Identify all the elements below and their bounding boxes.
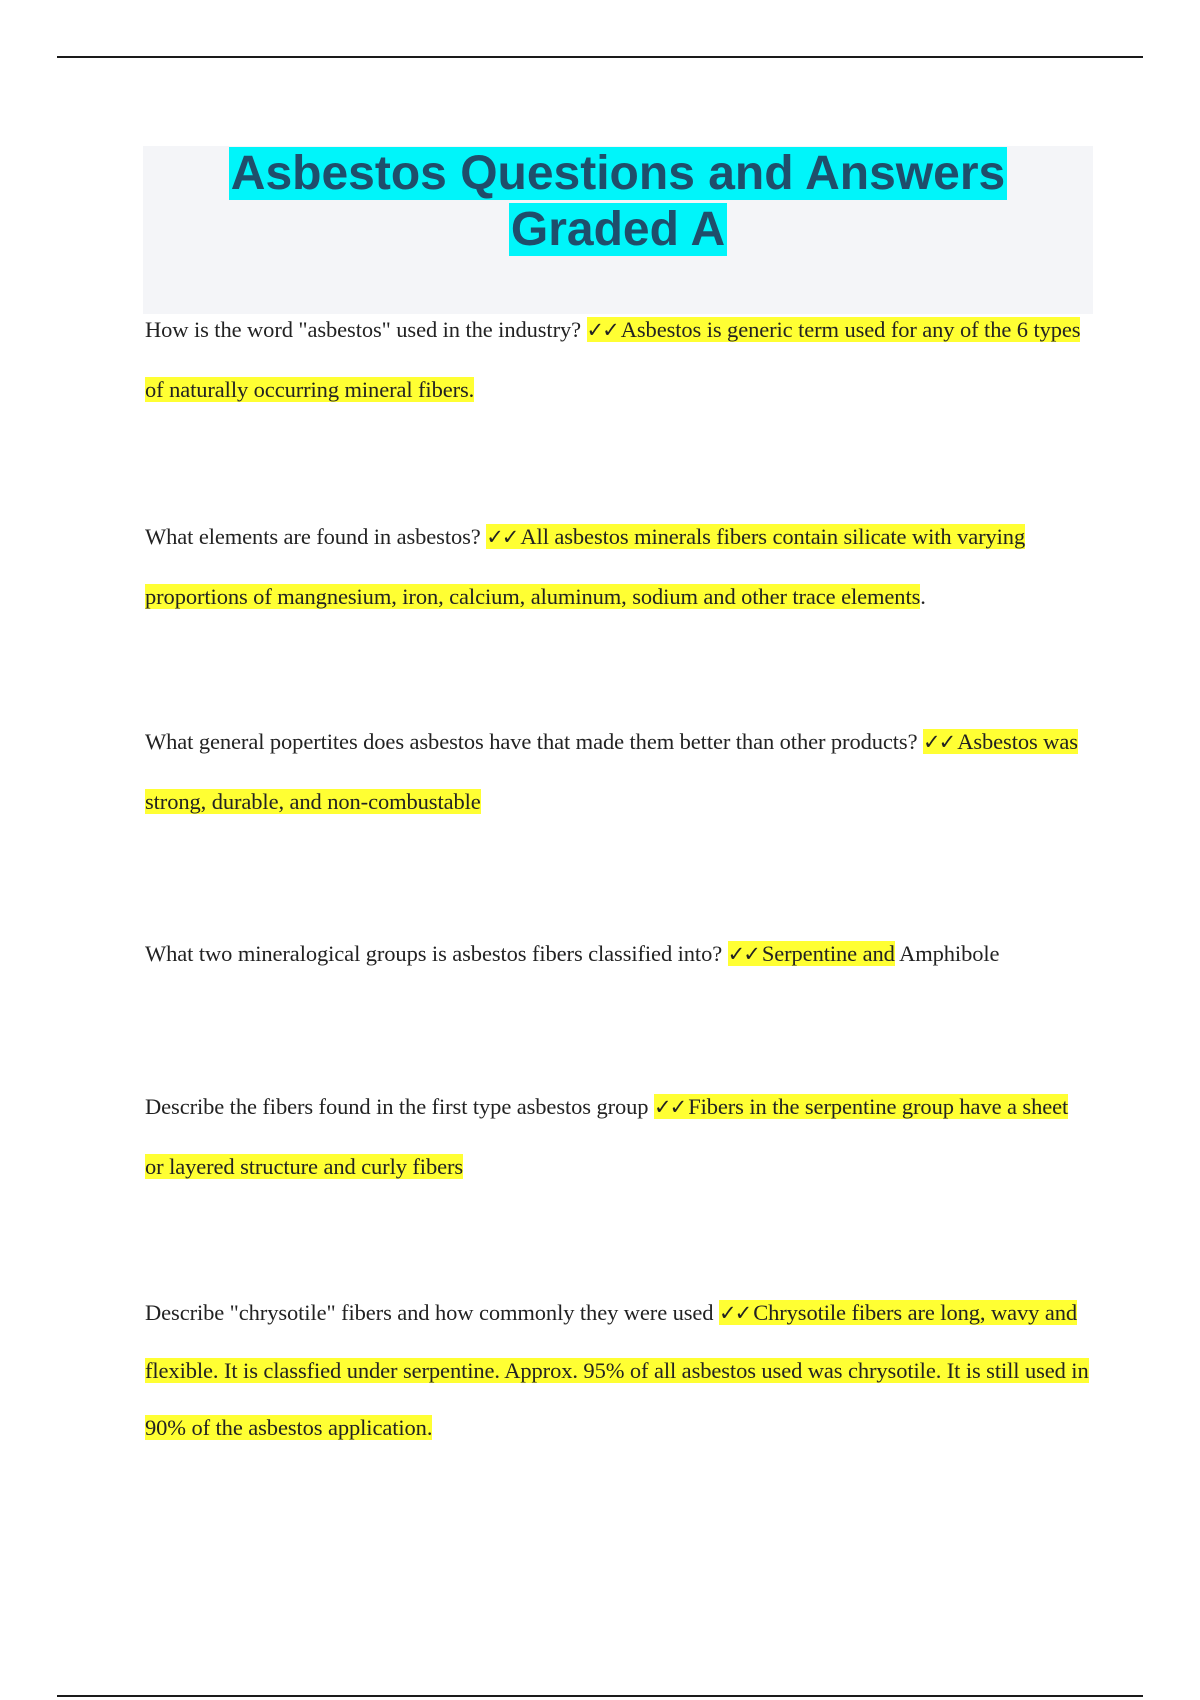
- question-text: What elements are found in asbestos?: [145, 524, 487, 549]
- qa-item: [145, 507, 1090, 627]
- answer-body: Chrysotile fibers are long, wavy and flexible. It is classfied under serpentine. Approx. 95% of all asbestos used was chrysotile. It is still used in 90% of the asbestos application.: [145, 1300, 1089, 1440]
- qa-item: [145, 300, 1090, 420]
- qa-item: [145, 1077, 1090, 1197]
- top-rule: [57, 56, 1143, 58]
- answer-text: [728, 941, 895, 966]
- bottom-rule: [57, 1695, 1143, 1697]
- double-check-icon: ✓✓: [486, 525, 518, 549]
- question-text: How is the word "asbestos" used in the industry?: [145, 317, 587, 342]
- answer-body: Asbestos is generic term used for any of the 6 types of naturally occurring mineral fibers.: [145, 317, 1081, 402]
- double-check-icon: ✓✓: [653, 1095, 686, 1119]
- answer-tail: .: [920, 584, 926, 609]
- answer-tail: Amphibole: [894, 941, 1000, 966]
- qa-item: [145, 924, 1090, 984]
- qa-item: [145, 1284, 1090, 1456]
- answer-body: Asbestos was strong, durable, and non-combustable: [145, 729, 1078, 814]
- question-text: What two mineralogical groups is asbestos fibers classified into?: [145, 941, 728, 966]
- question-text: Describe the fibers found in the first type asbestos group: [145, 1094, 654, 1119]
- title-line-2: Graded A: [510, 203, 726, 256]
- answer-body: All asbestos minerals fibers contain silicate with varying proportions of mangnesium, iron, calcium, aluminum, sodium and other trace elements: [145, 524, 1026, 609]
- double-check-icon: ✓✓: [718, 1301, 751, 1325]
- double-check-icon: ✓✓: [586, 318, 618, 342]
- double-check-icon: ✓✓: [923, 730, 955, 754]
- question-text: Describe "chrysotile" fibers and how commonly they were used: [145, 1300, 719, 1325]
- document-title: [143, 146, 1093, 258]
- title-block: [143, 146, 1093, 314]
- qa-item: [145, 712, 1090, 832]
- question-text: What general popertites does asbestos have that made them better than other products?: [145, 729, 923, 754]
- double-check-icon: ✓✓: [727, 942, 759, 966]
- title-line-1: Asbestos Questions and Answers: [230, 147, 1006, 200]
- answer-body: Serpentine and: [761, 941, 895, 966]
- answer-body: Fibers in the serpentine group have a sheet or layered structure and curly fibers: [145, 1094, 1069, 1179]
